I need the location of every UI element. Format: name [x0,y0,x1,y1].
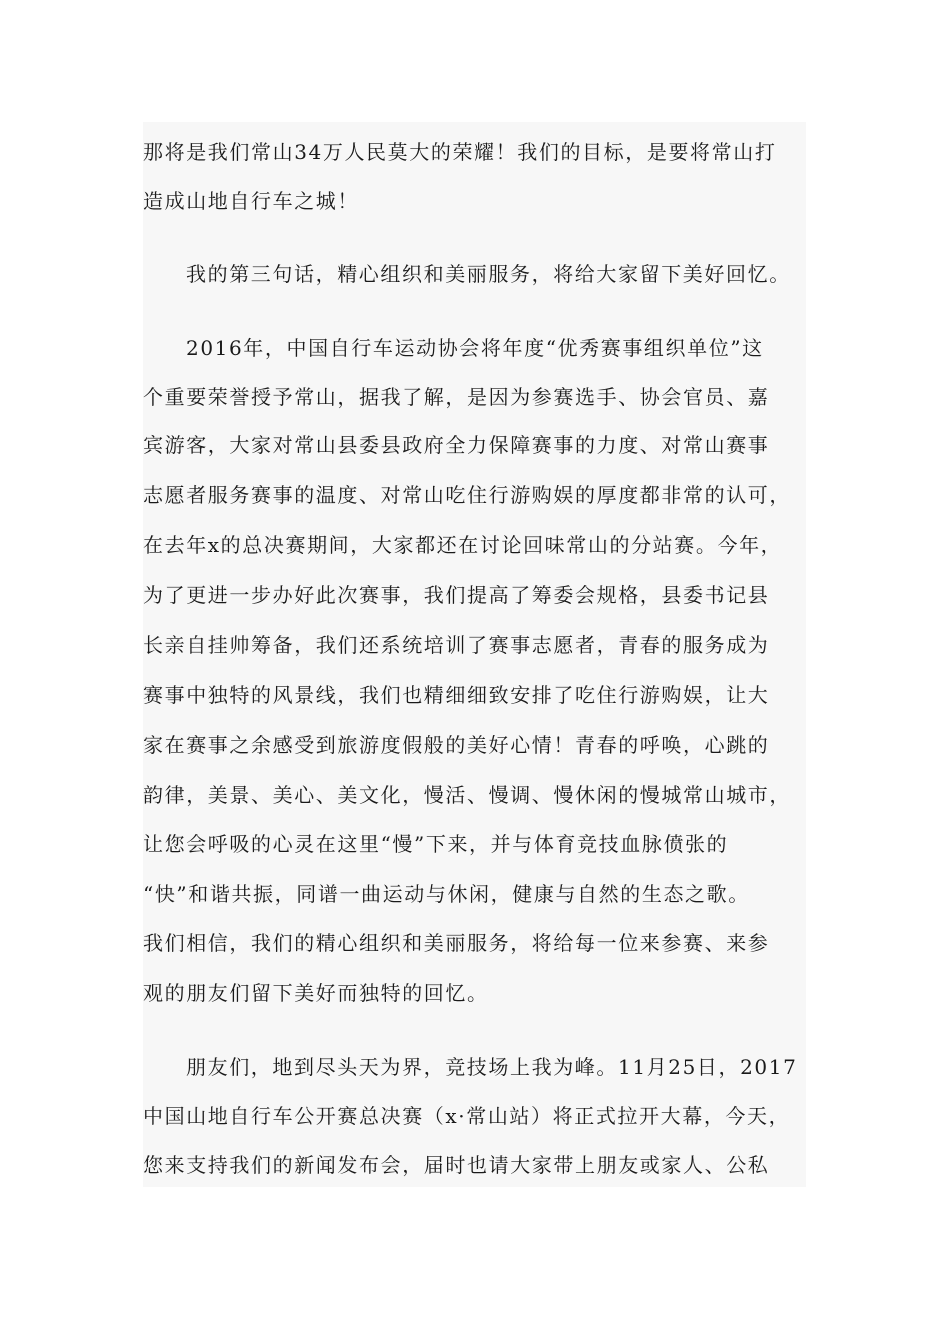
paragraph-line: 观的朋友们留下美好而独特的回忆。 [143,981,489,1005]
paragraph-line: 宾游客，大家对常山县委县政府全力保障赛事的力度、对常山赛事 [143,433,770,457]
paragraph-line: 我们相信，我们的精心组织和美丽服务，将给每一位来参赛、来参 [143,931,770,955]
paragraph-line: “快”和谐共振，同谱一曲运动与休闲，健康与自然的生态之歌。 [143,882,750,906]
paragraph-line: 家在赛事之余感受到旅游度假般的美好心情！青春的呼唤，心跳的 [143,733,770,757]
paragraph-line: 让您会呼吸的心灵在这里“慢”下来，并与体育竞技血脉偾张的 [143,832,729,856]
paragraph-line: 志愿者服务赛事的温度、对常山吃住行游购娱的厚度都非常的认可， [143,483,791,507]
paragraph-line: 那将是我们常山34万人民莫大的荣耀！我们的目标，是要将常山打 [143,140,777,164]
paragraph-line: 我的第三句话，精心组织和美丽服务，将给大家留下美好回忆。 [186,262,791,286]
paragraph-line: 2016年，中国自行车运动协会将年度“优秀赛事组织单位”这 [186,336,764,360]
paragraph-line: 在去年x的总决赛期间，大家都还在讨论回味常山的分站赛。今年， [143,533,783,557]
paragraph-line: 长亲自挂帅筹备，我们还系统培训了赛事志愿者，青春的服务成为 [143,633,770,657]
paragraph-line: 造成山地自行车之城！ [143,189,359,213]
paragraph-line: 朋友们，地到尽头天为界，竞技场上我为峰。11月25日，2017 [186,1055,798,1079]
paragraph-line: 中国山地自行车公开赛总决赛（x·常山站）将正式拉开大幕，今天， [143,1104,791,1128]
paragraph-line: 为了更进一步办好此次赛事，我们提高了筹委会规格，县委书记县 [143,583,770,607]
paragraph-line: 您来支持我们的新闻发布会，届时也请大家带上朋友或家人、公私 [143,1153,770,1177]
paragraph-line: 韵律，美景、美心、美文化，慢活、慢调、慢休闲的慢城常山城市， [143,783,791,807]
paragraph-line: 个重要荣誉授予常山，据我了解，是因为参赛选手、协会官员、嘉 [143,385,770,409]
paragraph-line: 赛事中独特的风景线，我们也精细细致安排了吃住行游购娱，让大 [143,683,770,707]
